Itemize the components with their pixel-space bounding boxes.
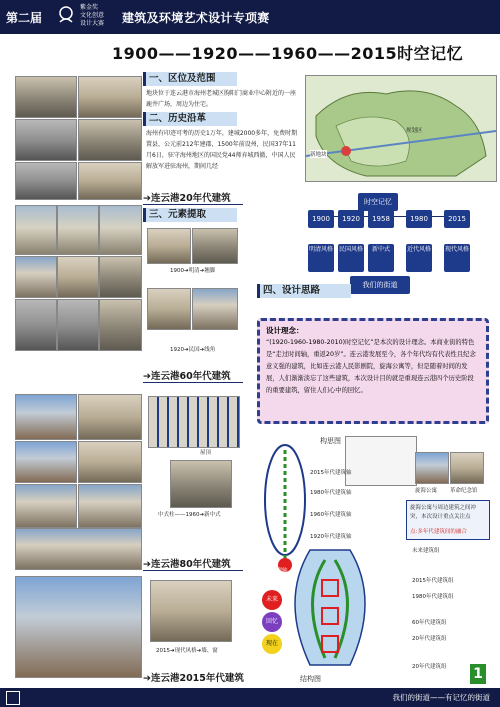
logo-icon (56, 4, 76, 26)
historic-photo (15, 484, 77, 528)
location-text: 地块位于连云港市海州老城区朐阳门商业中心附近的一座鹿井广场，周边为住宅。 (146, 90, 297, 108)
diagram-label: 1960年代建筑轴 (310, 512, 352, 518)
history-text: 海州有印迹可考的历史1万年，建城2000多年，免费时期置县，公元前212年建郡，1500年前设州，民国37年11月6日，驻守海州地区的国民党44师弃城西撤，中国人民解放军进驻海州，期间几经 (146, 130, 298, 170)
element-caption-1900: 1900➔明清➔翘脚 (170, 268, 216, 274)
timeline-style: 明清风格 (308, 244, 334, 272)
timeline-year: 2015 (444, 210, 470, 228)
timeline-style: 新中式 (368, 244, 394, 272)
element-photo (150, 580, 232, 642)
header-title: 建筑及环境艺术设计专项赛 (122, 11, 270, 25)
footer-logo-icon (6, 691, 20, 705)
historic-photo (78, 484, 142, 528)
page-title: 1900——1920——1960——2015时空记忆 (112, 44, 464, 63)
element-photo (147, 228, 191, 264)
timeline-year: 1980 (406, 210, 432, 228)
section-heading-history: 二、历史沿革 (143, 112, 237, 126)
historic-photo (78, 394, 142, 440)
historic-photo (15, 299, 57, 351)
historic-photo (57, 205, 99, 255)
building-photo (450, 452, 484, 484)
divider (143, 382, 243, 383)
concept-sketch (345, 436, 417, 486)
historic-photo (15, 76, 77, 118)
building-label: 革命纪念馆 (450, 488, 478, 494)
historic-photo (78, 76, 142, 118)
historic-photo (15, 119, 77, 161)
map-label-area: 规划区 (406, 128, 423, 134)
timeline-year: 1900 (308, 210, 334, 228)
historic-photo (78, 441, 142, 483)
structure-label: 60年代建筑组 (412, 620, 447, 626)
element-sketch (148, 396, 240, 448)
element-photo (170, 460, 232, 508)
structure-label: 未来建筑组 (412, 548, 440, 554)
structure-title: 结构图 (300, 675, 321, 683)
building-photo (415, 452, 449, 484)
divider (143, 204, 243, 205)
diagram-label: 2015年代建筑轴 (310, 470, 352, 476)
section-heading-elements: 三、元素提取 (143, 208, 237, 222)
timeline-bottom: 我们的街道 (350, 276, 410, 294)
render-photo (15, 576, 142, 678)
era-heading-60s: ➔连云港60年代建筑 (143, 368, 231, 382)
historic-photo (15, 441, 77, 483)
structure-label: 2015年代建筑组 (412, 578, 454, 584)
note-box: 旋海公寓与周边建筑之间冲突，本次设计重点关注点 点:多年代建筑间的融合 (406, 500, 490, 540)
historic-photo (99, 299, 142, 351)
timeline-year: 1920 (338, 210, 364, 228)
element-caption-2015: 2015➔现代风格➔墙、窗 (156, 648, 218, 654)
structure-label: 1980年代建筑组 (412, 594, 454, 600)
historic-photo (15, 205, 57, 255)
building-label: 旋海公寓 (415, 488, 438, 494)
historic-photo (78, 119, 142, 161)
timeline-style: 近代风格 (406, 244, 432, 272)
diagram-label: 1920年代建筑轴 (310, 534, 352, 540)
timeline-root: 时空记忆 (358, 193, 398, 211)
era-heading-2015: ➔连云港2015年代建筑 (143, 670, 244, 684)
historic-photo (15, 528, 142, 570)
timeline-style: 民国风格 (338, 244, 364, 272)
section-heading-design: 四、设计思路 (257, 284, 351, 298)
historic-photo (15, 162, 77, 200)
element-photo (192, 288, 238, 330)
historic-photo (57, 256, 99, 298)
location-map (305, 75, 497, 182)
timeline-style: 现代风格 (444, 244, 470, 272)
element-caption-1920: 1920➔民国➔线角 (170, 347, 216, 353)
map-label-site: 新地块 (310, 152, 327, 158)
timeline-year: 1958 (368, 210, 394, 228)
circle-future: 未来 (262, 590, 282, 610)
historic-photo (15, 394, 77, 440)
concept-label: 设计理念： (266, 326, 304, 335)
historic-photo (99, 205, 142, 255)
concept-box (257, 318, 489, 424)
structure-label: 20年代建筑组 (412, 636, 447, 642)
axis-label: 景观轴 (271, 568, 288, 574)
structure-label: 20年代建筑组 (412, 664, 447, 670)
historic-photo (99, 256, 142, 298)
section-heading-location: 一、区位及范围 (143, 72, 237, 86)
divider (143, 570, 243, 571)
concept-body: “(1920-1960-1980-2010)时空记忆”是本次的设计理念。本商业街的特色是“走过时间轴，重返20岁”。连云港发展至今，各个年代均有代表性且纪念意义强的建筑，比如连云港人民影剧院，旋海公寓等，但是随着时间的发展，人们渐渐淡忘了这些建筑，本次设计目的就是重现连云港四个历史阶段的重要建筑，留住人们心中的回忆。 (266, 339, 476, 394)
page-number: 1 (470, 664, 486, 684)
diagram-title: 构思图 (320, 437, 341, 445)
element-caption-roof: 屋顶 (200, 450, 212, 456)
historic-photo (78, 162, 142, 200)
era-heading-80s: ➔连云港80年代建筑 (143, 556, 231, 570)
era-heading-20s: ➔连云港20年代建筑 (143, 190, 231, 204)
historic-photo (15, 256, 57, 298)
footer-bar (0, 688, 500, 707)
element-photo (147, 288, 191, 330)
circle-memory: 回忆 (262, 612, 282, 632)
element-caption-1960: 中式柱——1960➔新中式 (158, 512, 221, 518)
circle-present: 现在 (262, 634, 282, 654)
historic-photo (57, 299, 99, 351)
diagram-label: 1980年代建筑轴 (310, 490, 352, 496)
logo-text: 紫金奖 文化创意 设计大赛 (80, 4, 105, 27)
element-photo (192, 228, 238, 264)
footer-text: 我们的街道——有记忆的街道 (392, 693, 490, 702)
edition-label: 第二届 (6, 11, 43, 25)
structure-diagram (280, 540, 410, 675)
